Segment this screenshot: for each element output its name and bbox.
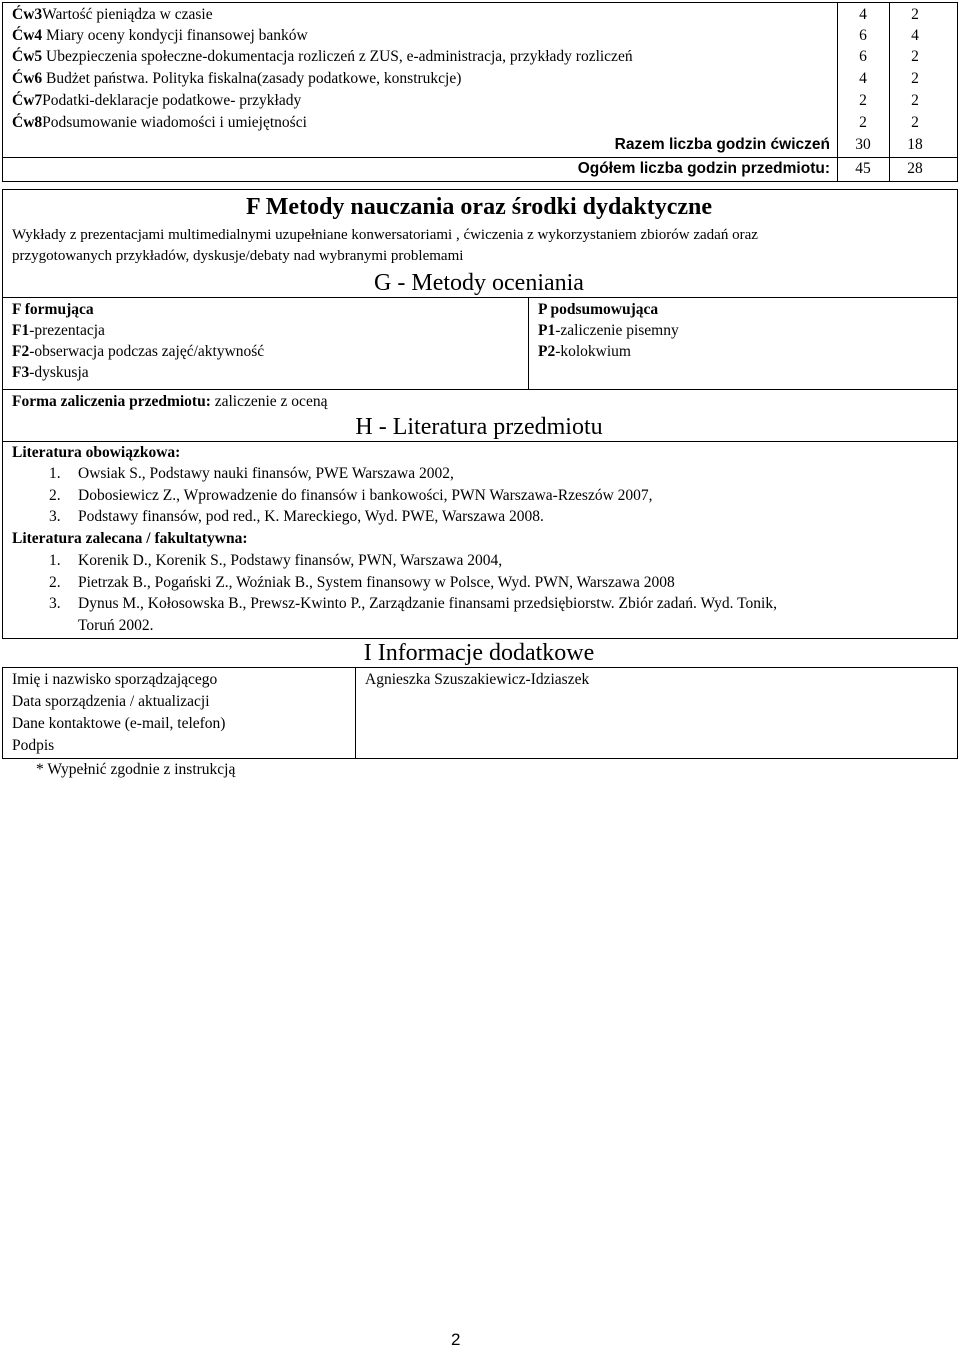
list-item: 1. Korenik D., Korenik S., Podstawy finansów, PWN, Warszawa 2004, xyxy=(49,552,503,569)
list-item: 2. Dobosiewicz Z., Wprowadzenie do finansów i bankowości, PWN Warszawa-Rzeszów 2007, xyxy=(49,486,653,504)
hours-b-cell: 2 xyxy=(911,114,919,131)
exercise-row-4: Ćw4 Miary oceny kondycji finansowej banków xyxy=(12,27,308,44)
hours-a-cell: 4 xyxy=(859,6,867,23)
section-g-heading: G - Metody oceniania xyxy=(374,270,584,296)
info-label-signature: Podpis xyxy=(12,737,55,754)
info-value-author: Agnieszka Szuszakiewicz-Idziaszek xyxy=(365,671,590,688)
info-table-column-divider xyxy=(355,667,356,759)
exercises-total-b: 18 xyxy=(907,136,923,153)
hours-a-cell: 6 xyxy=(859,27,867,44)
overall-total-b: 28 xyxy=(907,160,923,177)
list-item: 1. Owsiak S., Podstawy nauki finansów, PWE Warszawa 2002, xyxy=(49,465,454,482)
overall-total-label: Ogółem liczba godzin przedmiotu: xyxy=(577,160,830,177)
list-item: 3. Podstawy finansów, pod red., K. Mareckiego, Wyd. PWE, Warszawa 2008. xyxy=(49,508,544,525)
exercise-row-3: Ćw3Wartość pieniądza w czasie xyxy=(12,6,213,23)
hours-b-cell: 2 xyxy=(911,6,919,23)
summative-item: P2-kolokwium xyxy=(538,343,631,360)
section-g-top-rule xyxy=(2,297,958,298)
hours-b-cell: 2 xyxy=(911,48,919,65)
info-label-contact: Dane kontaktowe (e-mail, telefon) xyxy=(12,715,226,732)
section-f-text-line2: przygotowanych przykładów, dyskusje/debaty nad wybranymi problemami xyxy=(12,248,464,264)
footnote: * Wypełnić zgodnie z instrukcją xyxy=(36,761,236,778)
section-g-column-divider xyxy=(528,297,529,389)
exercise-row-5: Ćw5 Ubezpieczenia społeczne-dokumentacja rozliczeń z ZUS, e-administracja, przykłady rozliczeń xyxy=(12,48,633,65)
recommended-literature-label: Literatura zalecana / fakultatywna: xyxy=(12,530,248,547)
hours-b-cell: 2 xyxy=(911,70,919,87)
hours-a-cell: 6 xyxy=(859,48,867,65)
formative-item: F1-prezentacja xyxy=(12,322,105,339)
exercise-row-8: Ćw8Podsumowanie wiadomości i umiejętności xyxy=(12,114,307,131)
hours-a-cell: 4 xyxy=(859,70,867,87)
exercises-total-a: 30 xyxy=(855,136,871,153)
hours-a-cell: 2 xyxy=(859,92,867,109)
required-literature-label: Literatura obowiązkowa: xyxy=(12,444,181,461)
formative-item: F3-dyskusja xyxy=(12,364,89,381)
section-g-bottom-rule xyxy=(2,389,958,390)
info-label-date: Data sporządzenia / aktualizacji xyxy=(12,693,210,710)
section-i-heading: I Informacje dodatkowe xyxy=(363,640,595,666)
overall-total-a: 45 xyxy=(855,160,871,177)
hours-a-cell: 2 xyxy=(859,114,867,131)
exercise-row-7: Ćw7Podatki-deklaracje podatkowe- przykłady xyxy=(12,92,302,109)
formative-title: F formująca xyxy=(12,301,94,318)
page-number: 2 xyxy=(451,1330,461,1349)
section-f-text-line1: Wykłady z prezentacjami multimedialnymi uzupełniane konwersatoriami , ćwiczenia z wykorzystaniem zbiorów zadań oraz xyxy=(12,227,758,243)
list-item: 3. Dynus M., Kołosowska B., Prewsz-Kwinto P., Zarządzanie finansami przedsiębiorstw. Zbiór zadań. Wyd. Tonik, xyxy=(49,595,777,612)
section-f-heading: F Metody nauczania oraz środki dydaktyczne xyxy=(246,194,712,220)
formative-item: F2-obserwacja podczas zajęć/aktywność xyxy=(12,343,265,360)
summative-item: P1-zaliczenie pisemny xyxy=(538,322,679,339)
summative-title: P podsumowująca xyxy=(538,301,659,318)
hours-b-cell: 4 xyxy=(911,27,919,44)
recommended-literature-list xyxy=(12,550,777,636)
hours-b-cell: 2 xyxy=(911,92,919,109)
required-literature-list xyxy=(12,463,653,528)
list-item: 2. Pietrzak B., Pogański Z., Woźniak B., System finansowy w Polsce, Wyd. PWN, Warszawa 2008 xyxy=(49,573,675,591)
exercise-row-6: Ćw6 Budżet państwa. Polityka fiskalna(zasady podatkowe, konstrukcje) xyxy=(12,70,462,87)
info-label-author: Imię i nazwisko sporządzającego xyxy=(12,671,218,688)
exercises-total-label: Razem liczba godzin ćwiczeń xyxy=(614,136,830,153)
list-item-continuation: Toruń 2002. xyxy=(78,616,154,634)
section-h-heading: H - Literatura przedmiotu xyxy=(355,414,603,440)
assessment-form: Forma zaliczenia przedmiotu: zaliczenie z oceną xyxy=(12,393,328,410)
